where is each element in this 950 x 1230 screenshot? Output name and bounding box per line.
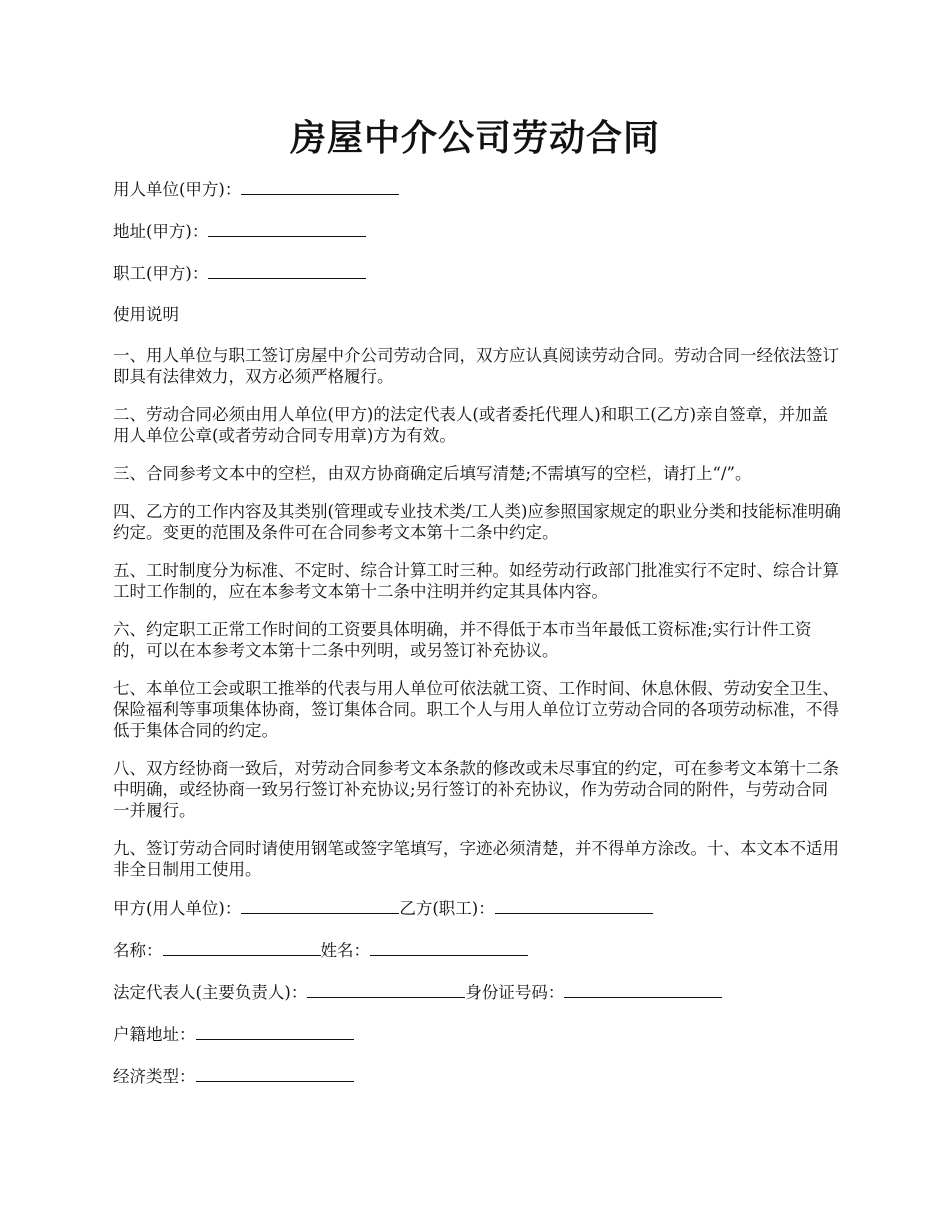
instruction-5: 五、工时制度分为标准、不定时、综合计算工时三种。如经劳动行政部门批准实行不定时、综合计算工时工作制的，应在本参考文本第十二条中注明并约定其具体内容。 xyxy=(113,561,839,601)
household-address-label: 户籍地址： xyxy=(113,1025,196,1044)
legal-rep-blank[interactable] xyxy=(307,981,465,998)
address-field xyxy=(113,220,843,243)
instruction-3: 三、合同参考文本中的空栏，由双方协商确定后填写清楚;不需填写的空栏，请打上“/”。 xyxy=(113,464,752,483)
address-blank[interactable] xyxy=(208,220,366,237)
employer-label: 用人单位(甲方)： xyxy=(113,180,242,199)
party-a-label: 甲方(用人单位)： xyxy=(113,899,242,918)
employee-field xyxy=(113,262,843,285)
name-person-blank[interactable] xyxy=(370,939,528,956)
name-org-label: 名称： xyxy=(113,941,163,960)
party-signature-row xyxy=(113,897,843,920)
name-person-label: 姓名： xyxy=(320,941,370,960)
id-number-label: 身份证号码： xyxy=(465,983,565,1002)
household-address-row xyxy=(113,1023,843,1046)
name-row xyxy=(113,939,843,962)
legal-rep-row xyxy=(113,981,843,1004)
instruction-9: 九、签订劳动合同时请使用钢笔或签字笔填写，字迹必须清楚，并不得单方涂改。十、本文本不适用非全日制用工使用。 xyxy=(113,839,839,879)
instruction-4: 四、乙方的工作内容及其类别(管理或专业技术类/工人类)应参照国家规定的职业分类和技能标准明确约定。变更的范围及条件可在合同参考文本第十二条中约定。 xyxy=(113,502,841,542)
household-address-blank[interactable] xyxy=(196,1023,354,1040)
instruction-8: 八、双方经协商一致后，对劳动合同参考文本条款的修改或未尽事宜的约定，可在参考文本第十二条中明确，或经协商一致另行签订补充协议;另行签订的补充协议，作为劳动合同的附件，与劳动合同一并履行。 xyxy=(113,759,839,820)
instruction-2: 二、劳动合同必须由用人单位(甲方)的法定代表人(或者委托代理人)和职工(乙方)亲自签章，并加盖用人单位公章(或者劳动合同专用章)方为有效。 xyxy=(113,405,829,445)
party-b-label: 乙方(职工)： xyxy=(399,899,495,918)
economic-type-blank[interactable] xyxy=(196,1065,354,1082)
employee-label: 职工(甲方)： xyxy=(113,264,209,283)
economic-type-label: 经济类型： xyxy=(113,1067,196,1086)
party-b-blank[interactable] xyxy=(495,897,653,914)
document-body xyxy=(113,178,843,1107)
address-label: 地址(甲方)： xyxy=(113,222,209,241)
instruction-6: 六、约定职工正常工作时间的工资要具体明确，并不得低于本市当年最低工资标准;实行计件工资的，可以在本参考文本第十二条中列明，或另签订补充协议。 xyxy=(113,620,812,660)
name-org-blank[interactable] xyxy=(163,939,321,956)
legal-rep-label: 法定代表人(主要负责人)： xyxy=(113,983,308,1002)
economic-type-row xyxy=(113,1065,843,1088)
document-title: 房屋中介公司劳动合同 xyxy=(289,117,660,159)
instruction-1: 一、用人单位与职工签订房屋中介公司劳动合同，双方应认真阅读劳动合同。劳动合同一经依法签订即具有法律效力，双方必须严格履行。 xyxy=(113,346,839,386)
party-a-blank[interactable] xyxy=(241,897,399,914)
employer-field xyxy=(113,178,843,201)
id-number-blank[interactable] xyxy=(564,981,722,998)
instructions-heading: 使用说明 xyxy=(113,305,179,324)
employer-blank[interactable] xyxy=(241,178,399,195)
employee-blank[interactable] xyxy=(208,262,366,279)
instruction-7: 七、本单位工会或职工推举的代表与用人单位可依法就工资、工作时间、休息休假、劳动安全卫生、保险福利等事项集体协商，签订集体合同。职工个人与用人单位订立劳动合同的各项劳动标准，不得低于集体合同的约定。 xyxy=(113,679,839,740)
